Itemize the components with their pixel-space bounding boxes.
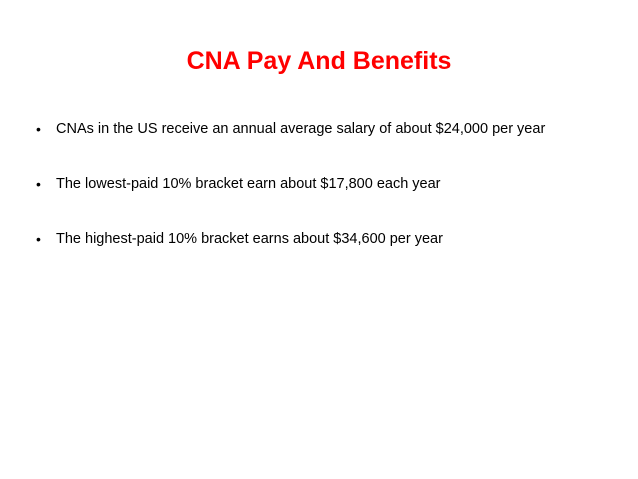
bullet-list (36, 118, 626, 283)
bullet-icon: • (36, 231, 41, 247)
bullet-text: The highest-paid 10% bracket earns about $34,600 per year (56, 231, 443, 247)
bullet-text: CNAs in the US receive an annual average salary of about $24,000 per year (56, 121, 546, 137)
bullet-icon: • (36, 121, 41, 137)
slide-title: CNA Pay And Benefits (186, 47, 452, 75)
bullet-text: The lowest-paid 10% bracket earn about $17,800 each year (56, 176, 441, 192)
bullet-item-average-salary (36, 118, 626, 140)
bullet-icon: • (36, 176, 41, 192)
bullet-item-lowest-paid (36, 173, 626, 195)
bullet-item-highest-paid (36, 228, 626, 250)
